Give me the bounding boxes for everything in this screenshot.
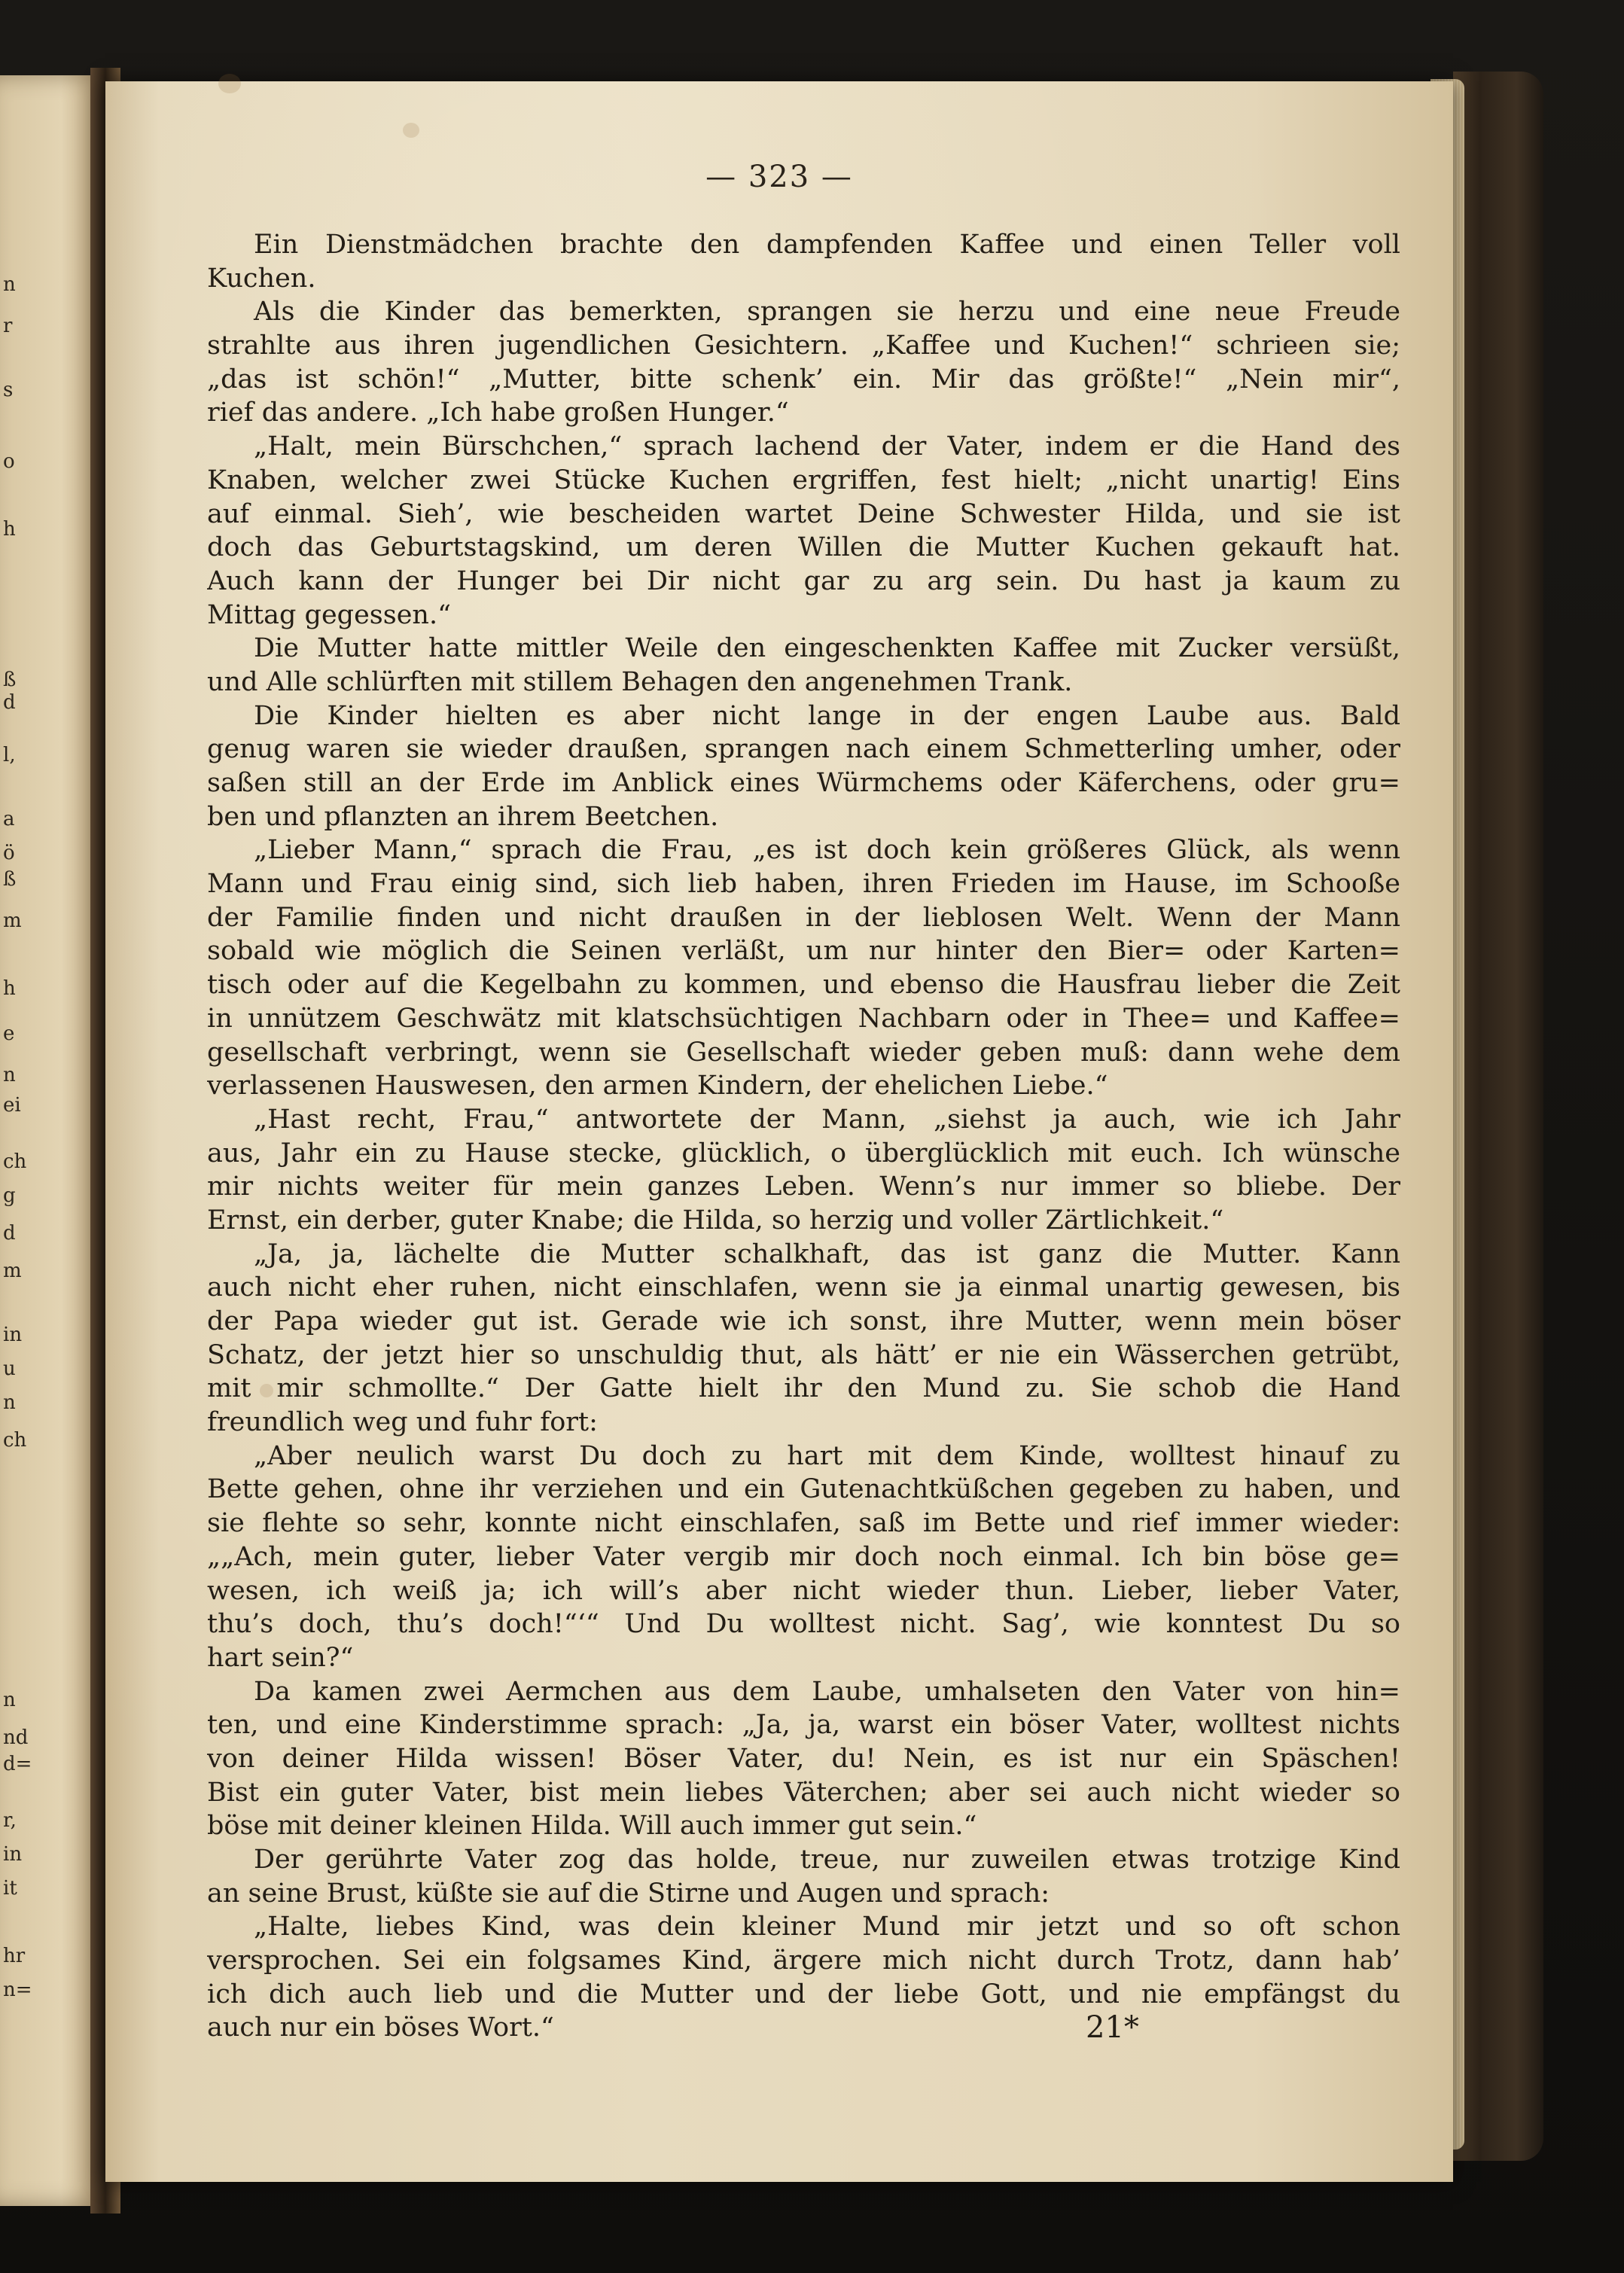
book-page (105, 81, 1453, 2182)
text-line: der Papa wieder gut ist. Gerade wie ich sonst, ihre Mutter, wenn mein böser (207, 1306, 1400, 1336)
text-line: ben und pflanzten an ihrem Beetchen. (207, 801, 719, 832)
text-line: „Lieber Mann,“ sprach die Frau, „es ist doch kein größeres Glück, als wenn (254, 835, 1400, 866)
text-line: freundlich weg und fuhr fort: (207, 1407, 598, 1438)
left-page-fragment: g (3, 1184, 16, 1207)
text-line: wesen, ich weiß ja; ich will’s aber nicht wieder thun. Lieber, lieber Vater, (207, 1575, 1400, 1606)
left-page-fragment: d (3, 691, 16, 714)
left-page-fragment: ß (3, 669, 17, 691)
body-text (207, 228, 1400, 2045)
left-page-fragment: in (3, 1324, 23, 1346)
left-page-fragment: r, (3, 1809, 17, 1832)
text-line: rief das andere. „Ich habe großen Hunger.“ (207, 398, 789, 428)
text-line: aus, Jahr ein zu Hause stecke, glücklich, o überglücklich mit euch. Ich wünsche (207, 1138, 1400, 1168)
left-page-fragment: a (3, 808, 15, 830)
text-line: Mittag gegessen.“ (207, 599, 451, 630)
text-line: strahlte aus ihren jugendlichen Gesichtern. „Kaffee und Kuchen!“ schrieen sie; (207, 331, 1400, 361)
text-line: Kuchen. (207, 263, 316, 294)
left-page-fragment: s (3, 379, 14, 401)
text-line: gesellschaft verbringt, wenn sie Gesellschaft wieder geben muß: dann wehe dem (207, 1037, 1400, 1068)
text-line: Bette gehen, ohne ihr verziehen und ein Gutenachtküßchen gegeben zu haben, und (207, 1474, 1400, 1505)
text-line: sie flehte so sehr, konnte nicht einschlafen, saß im Bette und rief immer wieder: (207, 1508, 1400, 1539)
text-line: böse mit deiner kleinen Hilda. Will auch immer gut sein.“ (207, 1811, 977, 1842)
text-line: ich dich auch lieb und die Mutter und der liebe Gott, und nie empfängst du (207, 1979, 1400, 2009)
text-line: mir nichts weiter für mein ganzes Leben. Wenn’s nur immer so bliebe. Der (207, 1172, 1400, 1202)
text-line: tisch oder auf die Kegelbahn zu kommen, und ebenso die Hausfrau lieber die Zeit (207, 970, 1400, 1001)
left-page-fragment: d= (3, 1753, 32, 1775)
text-line: Ernst, ein derber, guter Knabe; die Hilda, so herzig und voller Zärtlichkeit.“ (207, 1205, 1224, 1236)
left-page-fragment: ch (3, 1150, 27, 1173)
text-line: „Halt, mein Bürschchen,“ sprach lachend der Vater, indem er die Hand des (254, 431, 1400, 462)
text-line: „Aber neulich warst Du doch zu hart mit dem Kinde, wolltest hinauf zu (254, 1440, 1400, 1471)
text-line: von deiner Hilda wissen! Böser Vater, du! Nein, es ist nur ein Späschen! (207, 1743, 1400, 1774)
text-line: Auch kann der Hunger bei Dir nicht gar zu arg sein. Du hast ja kaum zu (207, 565, 1400, 596)
text-line: „Halte, liebes Kind, was dein kleiner Mund mir jetzt und so oft schon (254, 1912, 1400, 1942)
text-line: Die Mutter hatte mittler Weile den eingeschenkten Kaffee mit Zucker versüßt, (254, 633, 1400, 664)
left-page-fragment: n (3, 273, 16, 296)
left-page-fragment: n= (3, 1979, 32, 2001)
text-line: „„Ach, mein guter, lieber Vater vergib mir doch noch einmal. Ich bin böse ge= (207, 1541, 1400, 1572)
text-line: Mann und Frau einig sind, sich lieb haben, ihren Frieden im Hause, im Schooße (207, 869, 1400, 900)
left-page-fragment: n (3, 1391, 16, 1414)
text-line: doch das Geburtstagskind, um deren Willen die Mutter Kuchen gekauft hat. (207, 532, 1400, 563)
text-line: mit mir schmollte.“ Der Gatte hielt ihr den Mund zu. Sie schob die Hand (207, 1373, 1400, 1404)
left-page-fragment: n (3, 1064, 16, 1086)
text-line: verlassenen Hauswesen, den armen Kindern, der ehelichen Liebe.“ (207, 1071, 1108, 1101)
left-page-fragment: h (3, 977, 16, 1000)
left-page-fragment: ei (3, 1094, 21, 1117)
text-line: Schatz, der jetzt hier so unschuldig thut, als hätt’ er nie ein Wässerchen getrübt, (207, 1339, 1400, 1370)
text-line: Knaben, welcher zwei Stücke Kuchen ergriffen, fest hielt; „nicht unartig! Eins (207, 465, 1400, 495)
text-line: Da kamen zwei Aermchen aus dem Laube, umhalseten den Vater von hin= (254, 1676, 1400, 1707)
left-page-fragment: nd (3, 1726, 29, 1749)
text-line: genug waren sie wieder draußen, sprangen nach einem Schmetterling umher, oder (207, 734, 1400, 765)
left-page-fragment: r (3, 315, 13, 337)
page-number: — 323 — (705, 160, 853, 194)
text-line: an seine Brust, küßte sie auf die Stirne und Augen und sprach: (207, 1878, 1050, 1909)
text-line: und Alle schlürften mit stillem Behagen den angenehmen Trank. (207, 666, 1073, 697)
left-page-fragment: ö (3, 842, 15, 864)
left-page-fragment: hr (3, 1945, 26, 1967)
left-page-fragment: ch (3, 1429, 27, 1452)
text-line: Ein Dienstmädchen brachte den dampfenden Kaffee und einen Teller voll (254, 230, 1400, 260)
text-line: versprochen. Sei ein folgsames Kind, ärgere mich nicht durch Trotz, dann hab’ (207, 1945, 1400, 1976)
foxing-spot (218, 74, 241, 93)
text-line: ten, und eine Kinderstimme sprach: „Ja, ja, warst ein böser Vater, wolltest nichts (207, 1710, 1400, 1741)
text-line: Bist ein guter Vater, bist mein liebes Väterchen; aber sei auch nicht wieder so (207, 1777, 1400, 1808)
text-line: auch nur ein böses Wort.“ (207, 2012, 554, 2043)
left-page-fragment: h (3, 518, 16, 541)
foxing-spot (403, 123, 419, 138)
text-line: „Ja, ja, lächelte die Mutter schalkhaft, das ist ganz die Mutter. Kann (254, 1239, 1400, 1269)
left-page-fragment: ß (3, 868, 17, 891)
left-page-fragment: m (3, 1260, 22, 1282)
text-line: sobald wie möglich die Seinen verläßt, um nur hinter den Bier= oder Karten= (207, 936, 1400, 967)
book-cover-edge (1453, 72, 1543, 2161)
text-line: auch nicht eher ruhen, nicht einschlafen, wenn sie ja einmal unartig gewesen, bis (207, 1272, 1400, 1303)
left-page-fragment: m (3, 910, 22, 932)
text-line: Als die Kinder das bemerkten, sprangen sie herzu und eine neue Freude (254, 297, 1400, 328)
text-line: Die Kinder hielten es aber nicht lange in der engen Laube aus. Bald (254, 700, 1400, 731)
text-line: der Familie finden und nicht draußen in der lieblosen Welt. Wenn der Mann (207, 902, 1400, 933)
text-line: auf einmal. Sieh’, wie bescheiden wartet Deine Schwester Hilda, und sie ist (207, 498, 1400, 529)
text-line: in unnützem Geschwätz mit klatschsüchtigen Nachbarn oder in Thee= und Kaffee= (207, 1003, 1400, 1034)
left-page-fragment: u (3, 1357, 16, 1380)
left-page-fragment: it (3, 1877, 17, 1900)
left-page-fragment: o (3, 450, 15, 473)
text-line: Der gerührte Vater zog das holde, treue, nur zuweilen etwas trotzige Kind (254, 1845, 1400, 1875)
left-page-fragment: d (3, 1222, 16, 1245)
text-line: „Hast recht, Frau,“ antwortete der Mann, „siehst ja auch, wie ich Jahr (254, 1104, 1400, 1135)
left-page-fragment: in (3, 1843, 23, 1866)
text-line: „das ist schön!“ „Mutter, bitte schenk’ ein. Mir das größte!“ „Nein mir“, (207, 364, 1400, 395)
left-page-fragment: n (3, 1689, 16, 1711)
left-page-fragment: l, (3, 744, 16, 766)
text-line: hart sein?“ (207, 1642, 354, 1673)
text-line: thu’s doch, thu’s doch!“‘“ Und Du wolltest nicht. Sag’, wie konntest Du so (207, 1609, 1400, 1640)
left-page-fragment: e (3, 1022, 15, 1045)
printer-signature: 21* (1086, 2010, 1139, 2045)
text-line: saßen still an der Erde im Anblick eines Würmchems oder Käferchens, oder gru= (207, 768, 1400, 798)
